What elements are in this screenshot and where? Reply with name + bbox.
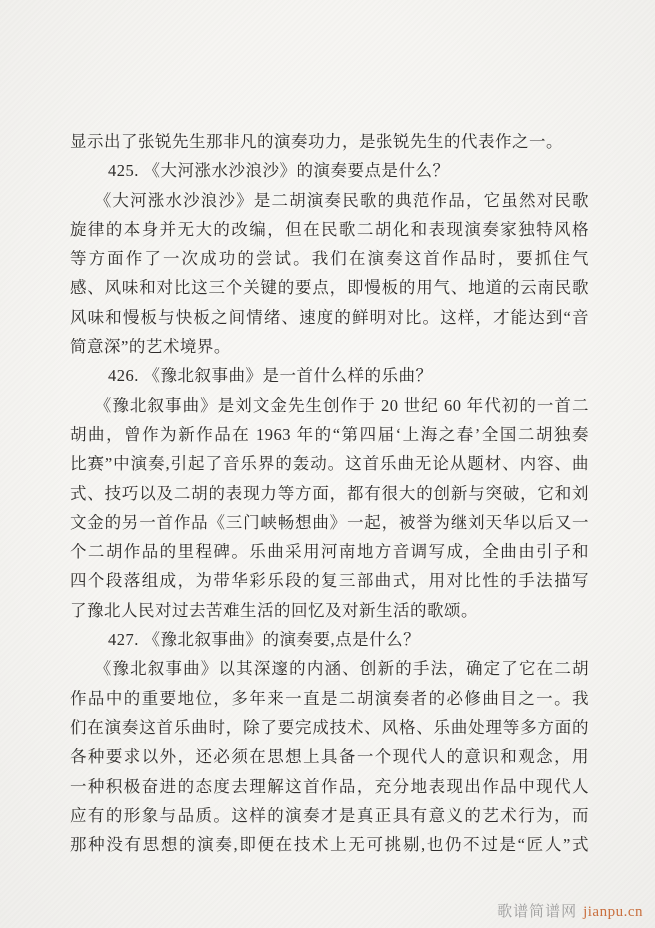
text-line: 426. 《豫北叙事曲》是一首什么样的乐曲？ <box>107 366 433 386</box>
text-line: 那种没有思想的演奏,即便在技术上无可挑剔,也仍不过是“匠人”式 <box>70 835 589 855</box>
text-line: 风味和慢板与快板之间情绪、速度的鲜明对比。这样，才能达到“音 <box>70 307 589 327</box>
text-line: 们在演奏这首乐曲时，除了要完成技术、风格、乐曲处理等多方面的 <box>70 717 589 737</box>
text-line: 《豫北叙事曲》以其深邃的内涵、创新的手法，确定了它在二胡 <box>94 659 589 679</box>
text-line: 等方面作了一次成功的尝试。我们在演奏这首作品时，要抓住气 <box>70 249 589 269</box>
body-text <box>70 127 589 859</box>
text-line: 显示出了张锐先生那非凡的演奏功力，是张锐先生的代表作之一。 <box>70 132 563 151</box>
text-line: 比赛”中演奏,引起了音乐界的轰动。这首乐曲无论从题材、内容、曲 <box>70 454 589 474</box>
text-line: 胡曲，曾作为新作品在 1963 年的“第四届‘上海之春’全国二胡独奏 <box>70 424 589 444</box>
text-line: 四个段落组成，为带华彩乐段的复三部曲式，用对比性的手法描写 <box>70 571 589 591</box>
watermark <box>497 900 643 921</box>
text-line: 旋律的本身并无大的改编，但在民歌二胡化和表现演奏家独特风格 <box>70 219 589 239</box>
watermark-site-url: jianpu.cn <box>583 904 643 920</box>
text-line: 425. 《大河涨水沙浪沙》的演奏要点是什么？ <box>107 161 450 181</box>
text-line: 《豫北叙事曲》是刘文金先生创作于 20 世纪 60 年代初的一首二 <box>94 395 589 415</box>
watermark-site-name: 歌谱简谱网 <box>497 904 578 920</box>
text-line: 一种积极奋进的态度去理解这首作品，充分地表现出作品中现代人 <box>70 776 589 796</box>
text-line: 文金的另一首作品《三门峡畅想曲》一起，被誉为继刘天华以后又一 <box>70 512 589 532</box>
text-line: 作品中的重要地位，多年来一直是二胡演奏者的必修曲目之一。我 <box>70 688 589 708</box>
text-line: 感、风味和对比这三个关键的要点，即慢板的用气、地道的云南民歌 <box>70 278 589 298</box>
text-line: 了豫北人民对过去苦难生活的回忆及对新生活的歌颂。 <box>70 600 478 620</box>
text-line: 简意深”的艺术境界。 <box>70 337 231 357</box>
text-line: 《大河涨水沙浪沙》是二胡演奏民歌的典范作品，它虽然对民歌 <box>94 190 589 210</box>
text-line: 427. 《豫北叙事曲》的演奏要,点是什么？ <box>107 630 421 650</box>
text-line: 应有的形象与品质。这样的演奏才是真正具有意义的艺术行为，而 <box>70 805 589 825</box>
text-line: 式、技巧以及二胡的表现力等方面，都有很大的创新与突破，它和刘 <box>70 483 589 503</box>
text-line: 各种要求以外，还必须在思想上具备一个现代人的意识和观念，用 <box>70 747 589 767</box>
text-line: 个二胡作品的里程碑。乐曲采用河南地方音调写成，全曲由引子和 <box>70 542 589 562</box>
